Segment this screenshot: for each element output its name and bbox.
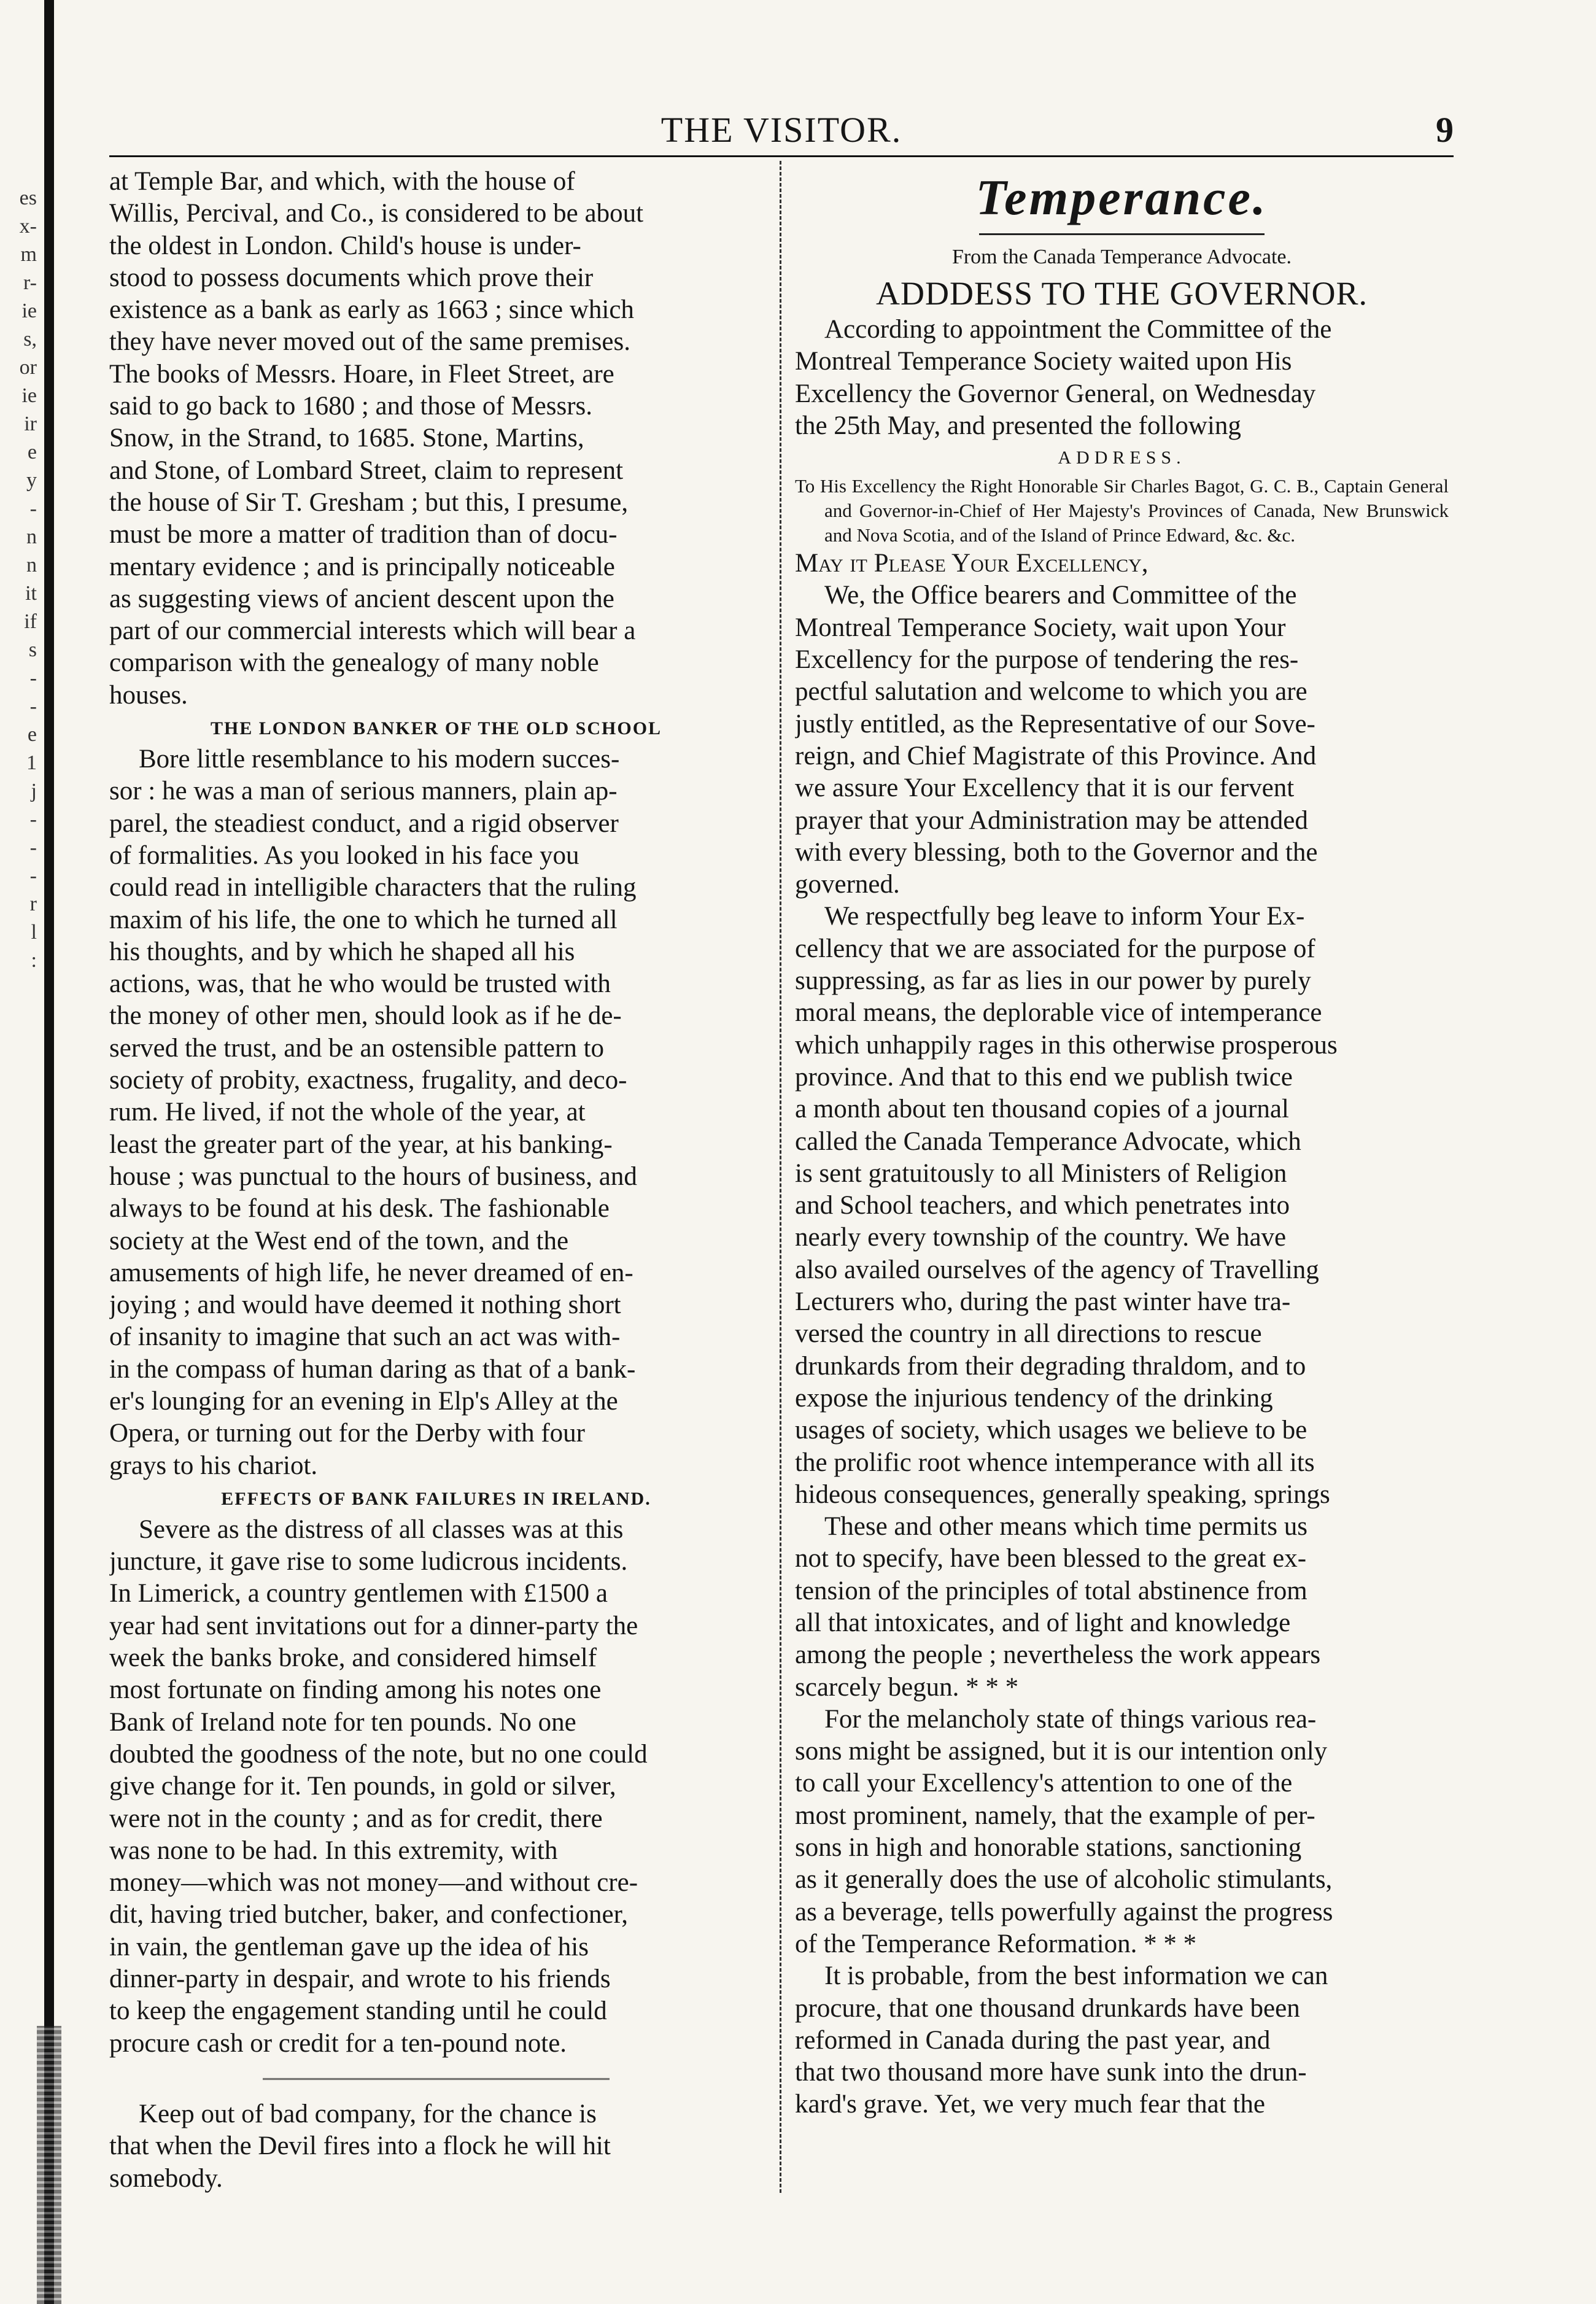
- margin-fragment: n: [26, 526, 37, 548]
- text-line: house ; was punctual to the hours of business, and: [109, 1162, 637, 1191]
- header-rule: [109, 155, 1454, 157]
- text-line: the house of Sir T. Gresham ; but this, I presume,: [109, 487, 629, 517]
- text-line: to keep the engagement standing until he could: [109, 1996, 607, 2026]
- text-line: versed the country in all directions to rescue: [795, 1319, 1262, 1349]
- text-line: doubted the goodness of the note, but no one could: [109, 1739, 648, 1769]
- text-line: Bore little resemblance to his modern succes-: [139, 745, 620, 774]
- text-line: procure, that one thousand drunkards have been: [795, 1993, 1300, 2023]
- text-line: that two thousand more have sunk into the drun-: [795, 2058, 1307, 2087]
- text-line: In Limerick, a country gentlemen with £1500 a: [109, 1579, 608, 1608]
- addressee-block: To His Excellency the Right Honorable Sir Charles Bagot, G. C. B., Captain General and Governor-in-Chief of Her Majesty's Provinces of Canada, New Brunswick and Nova Scotia, and of the Island of Prince Edward, &c. &c.: [795, 475, 1449, 546]
- text-line: they have never moved out of the same premises.: [109, 327, 630, 357]
- text-line: sor : he was a man of serious manners, plain ap-: [109, 777, 618, 806]
- text-line: most fortunate on finding among his notes one: [109, 1675, 602, 1705]
- text-line: cellency that we are associated for the purpose of: [795, 934, 1315, 963]
- text-line: of formalities. As you looked in his face you: [109, 840, 579, 870]
- text-line: served the trust, and be an ostensible pattern to: [109, 1033, 605, 1063]
- text-line: mentary evidence ; and is principally noticeable: [109, 552, 615, 581]
- column-divider: [780, 161, 781, 2193]
- text-line: suppressing, as far as lies in our power by purely: [795, 966, 1311, 996]
- text-line: the money of other men, should look as if he de-: [109, 1001, 622, 1031]
- text-line: money—which was not money—and without cre-: [109, 1868, 638, 1898]
- subheading-bank-failures-ireland: EFFECTS OF BANK FAILURES IN IRELAND.: [221, 1488, 651, 1509]
- bad-company-paragraph: [109, 2098, 763, 2195]
- text-line: as suggesting views of ancient descent upon the: [109, 584, 614, 613]
- text-line: Snow, in the Strand, to 1685. Stone, Martins,: [109, 424, 584, 453]
- margin-fragment: m: [20, 243, 37, 266]
- article-title: ADDDESS TO THE GOVERNOR.: [875, 275, 1368, 312]
- text-line: with every blessing, both to the Governor and the: [795, 837, 1318, 867]
- text-line: his thoughts, and by which he shaped all his: [109, 937, 575, 966]
- text-line: of the Temperance Reformation. * * *: [795, 1929, 1197, 1958]
- text-line: at Temple Bar, and which, with the house of: [109, 167, 575, 196]
- text-line: usages of society, which usages we believe to be: [795, 1416, 1307, 1445]
- text-line: For the melancholy state of things various rea-: [824, 1704, 1317, 1734]
- margin-fragment: -: [29, 836, 37, 859]
- bank-failures-paragraph: [109, 1514, 763, 2060]
- margin-fragment: if: [24, 610, 37, 633]
- margin-fragment: es: [19, 187, 37, 209]
- margin-fragment: it: [25, 582, 37, 605]
- text-line: prayer that your Administration may be attended: [795, 805, 1308, 835]
- text-line: sons might be assigned, but it is our intention only: [795, 1737, 1328, 1766]
- text-line: We respectfully beg leave to inform Your Ex-: [824, 902, 1305, 931]
- text-line: among the people ; nevertheless the work appears: [795, 1640, 1321, 1670]
- text-line: comparison with the genealogy of many noble: [109, 648, 599, 678]
- text-line: kard's grave. Yet, we very much fear that the: [795, 2090, 1265, 2119]
- text-line: also availed ourselves of the agency of Travelling: [795, 1255, 1319, 1284]
- margin-fragment: :: [31, 949, 37, 972]
- text-line: parel, the steadiest conduct, and a rigid observer: [109, 809, 619, 838]
- text-line: the oldest in London. Child's house is under-: [109, 231, 581, 260]
- text-line: give change for it. Ten pounds, in gold or silver,: [109, 1772, 616, 1801]
- banking-history-paragraph: [109, 166, 763, 712]
- text-line: which unhappily rages in this otherwise prosperous: [795, 1030, 1338, 1060]
- intro-paragraph: [795, 314, 1449, 442]
- adjacent-page-margin-fragments: [0, 184, 37, 975]
- text-line: was none to be had. In this extremity, with: [109, 1836, 558, 1865]
- text-line: Willis, Percival, and Co., is considered to be about: [109, 199, 644, 228]
- address-paragraph-5: [795, 1960, 1449, 2120]
- text-line: rum. He lived, if not the whole of the year, at: [109, 1098, 586, 1127]
- text-line: The books of Messrs. Hoare, in Fleet Street, are: [109, 359, 614, 389]
- margin-fragment: j: [31, 780, 37, 802]
- page-number: 9: [1436, 110, 1454, 150]
- text-line: pectful salutation and welcome to which you are: [795, 677, 1307, 707]
- text-line: Lecturers who, during the past winter have tra-: [795, 1287, 1291, 1317]
- text-line: Montreal Temperance Society, wait upon Your: [795, 613, 1286, 642]
- margin-fragment: r-: [23, 271, 37, 294]
- source-attribution: From the Canada Temperance Advocate.: [951, 246, 1292, 268]
- text-line: scarcely begun. * * *: [795, 1672, 1019, 1702]
- text-line: These and other means which time permits us: [824, 1512, 1307, 1542]
- page-gutter-shadow: [44, 0, 54, 2304]
- text-line: as it generally does the use of alcoholic stimulants,: [795, 1865, 1333, 1895]
- text-line: actions, was, that he who would be trusted with: [109, 969, 611, 999]
- text-line: to call your Excellency's attention to one of the: [795, 1769, 1293, 1798]
- text-line: Montreal Temperance Society waited upon His: [795, 347, 1292, 376]
- text-line: houses.: [109, 680, 188, 710]
- text-line: year had sent invitations out for a dinner-party the: [109, 1611, 638, 1640]
- text-line: dinner-party in despair, and wrote to his friends: [109, 1965, 611, 1994]
- margin-fragment: 1: [26, 751, 37, 774]
- text-line: could read in intelligible characters that the ruling: [109, 873, 637, 902]
- text-line: the 25th May, and presented the following: [795, 411, 1241, 440]
- text-line: maxim of his life, the one to which he turned all: [109, 905, 618, 934]
- address-paragraph-4: [795, 1704, 1449, 1960]
- text-line: Excellency for the purpose of tendering the res-: [795, 645, 1299, 675]
- text-line: called the Canada Temperance Advocate, which: [795, 1127, 1301, 1156]
- left-column: [109, 166, 763, 2195]
- margin-fragment: n: [26, 554, 37, 576]
- text-line: most prominent, namely, that the example of per-: [795, 1801, 1315, 1830]
- text-line: reformed in Canada during the past year, and: [795, 2025, 1271, 2055]
- right-column: [795, 166, 1449, 2121]
- text-line: must be more a matter of tradition than of docu-: [109, 520, 618, 549]
- text-line: province. And that to this end we publish twice: [795, 1062, 1293, 1092]
- margin-fragment: l: [31, 921, 37, 944]
- text-line: existence as a bank as early as 1663 ; since which: [109, 295, 634, 325]
- text-line: as a beverage, tells powerfully against the progress: [795, 1897, 1333, 1926]
- text-line: part of our commercial interests which will bear a: [109, 616, 636, 646]
- text-line: all that intoxicates, and of light and knowledge: [795, 1608, 1291, 1637]
- text-line: we assure Your Excellency that it is our fervent: [795, 774, 1295, 803]
- margin-fragment: ie: [21, 300, 37, 322]
- text-line: It is probable, from the best information we can: [824, 1961, 1328, 1991]
- margin-fragment: ie: [21, 384, 37, 407]
- margin-fragment: ir: [24, 413, 37, 435]
- text-line: tension of the principles of total abstinence from: [795, 1576, 1307, 1605]
- text-line: always to be found at his desk. The fashionable: [109, 1194, 610, 1224]
- text-line: procure cash or credit for a ten-pound note.: [109, 2028, 567, 2058]
- text-line: dit, having tried butcher, baker, and confectioner,: [109, 1900, 628, 1930]
- margin-fragment: e: [27, 723, 37, 746]
- text-line: joying ; and would have deemed it nothing short: [109, 1290, 621, 1320]
- title-rule: [979, 233, 1265, 235]
- section-divider: [263, 2078, 610, 2080]
- text-line: moral means, the deplorable vice of intemperance: [795, 998, 1322, 1028]
- address-paragraph-3: [795, 1511, 1449, 1704]
- text-line: the prolific root whence intemperance with all its: [795, 1448, 1315, 1477]
- subheading-london-banker: THE LONDON BANKER OF THE OLD SCHOOL: [210, 718, 662, 739]
- text-line: Severe as the distress of all classes was at this: [139, 1515, 624, 1544]
- text-line: er's lounging for an evening in Elp's Alley at the: [109, 1386, 618, 1416]
- text-line: were not in the county ; and as for credit, there: [109, 1804, 603, 1833]
- margin-fragment: -: [29, 667, 37, 689]
- address-paragraph-1: [795, 580, 1449, 901]
- address-paragraph-2: [795, 901, 1449, 1511]
- text-line: in the compass of human daring as that of a bank-: [109, 1354, 636, 1384]
- text-line: and School teachers, and which penetrates into: [795, 1191, 1290, 1220]
- section-title-temperance: Temperance.: [975, 169, 1268, 225]
- margin-fragment: e: [27, 441, 37, 464]
- text-line: juncture, it gave rise to some ludicrous incidents.: [109, 1547, 628, 1577]
- text-line: Bank of Ireland note for ten pounds. No one: [109, 1707, 576, 1737]
- margin-fragment: -: [29, 497, 37, 520]
- london-banker-paragraph: [109, 743, 763, 1482]
- page-header: [109, 109, 1454, 152]
- text-line: Opera, or turning out for the Derby with four: [109, 1419, 585, 1448]
- margin-fragment: or: [19, 356, 37, 379]
- text-line: somebody.: [109, 2163, 223, 2193]
- margin-fragment: -: [29, 808, 37, 831]
- text-line: expose the injurious tendency of the drinking: [795, 1383, 1273, 1413]
- text-line: stood to possess documents which prove their: [109, 263, 594, 292]
- text-line: nearly every township of the country. We have: [795, 1223, 1287, 1252]
- margin-fragment: y: [26, 469, 37, 492]
- text-line: justly entitled, as the Representative of our Sove-: [795, 709, 1315, 739]
- margin-fragment: r: [29, 893, 37, 915]
- text-line: amusements of high life, he never dreamed of en-: [109, 1258, 633, 1287]
- margin-fragment: x-: [19, 215, 37, 238]
- text-line: week the banks broke, and considered himself: [109, 1643, 597, 1673]
- text-line: of insanity to imagine that such an act was with-: [109, 1322, 621, 1352]
- text-line: We, the Office bearers and Committee of the: [824, 581, 1297, 610]
- margin-fragment: s: [28, 638, 37, 661]
- text-line: sons in high and honorable stations, sanctioning: [795, 1833, 1302, 1863]
- text-line: in vain, the gentleman gave up the idea of his: [109, 1932, 589, 1961]
- running-title: THE VISITOR.: [660, 110, 902, 150]
- text-line: grays to his chariot.: [109, 1451, 318, 1480]
- margin-fragment: -: [29, 864, 37, 887]
- salutation: May it Please Your Excellency,: [795, 549, 1149, 578]
- text-line: Keep out of bad company, for the chance is: [139, 2099, 597, 2128]
- text-line: According to appointment the Committee of the: [824, 315, 1332, 344]
- margin-fragment: s,: [23, 328, 37, 351]
- address-label: ADDRESS.: [1058, 448, 1186, 468]
- page-edge-texture: [37, 2026, 61, 2304]
- margin-fragment: -: [29, 695, 37, 718]
- text-line: is sent gratuitously to all Ministers of Religion: [795, 1158, 1287, 1188]
- text-line: society of probity, exactness, frugality, and deco-: [109, 1066, 627, 1095]
- text-line: said to go back to 1680 ; and those of Messrs.: [109, 392, 593, 421]
- text-line: that when the Devil fires into a flock he will hit: [109, 2131, 611, 2161]
- text-line: governed.: [795, 870, 900, 899]
- text-line: a month about ten thousand copies of a journal: [795, 1095, 1289, 1124]
- text-line: society at the West end of the town, and the: [109, 1226, 569, 1255]
- text-line: and Stone, of Lombard Street, claim to represent: [109, 456, 624, 485]
- text-line: not to specify, have been blessed to the great ex-: [795, 1544, 1307, 1573]
- text-line: least the greater part of the year, at his banking-: [109, 1130, 613, 1159]
- text-line: Excellency the Governor General, on Wednesday: [795, 379, 1316, 408]
- text-line: hideous consequences, generally speaking, springs: [795, 1480, 1330, 1509]
- text-line: drunkards from their degrading thraldom, and to: [795, 1351, 1306, 1381]
- text-line: reign, and Chief Magistrate of this Province. And: [795, 741, 1317, 770]
